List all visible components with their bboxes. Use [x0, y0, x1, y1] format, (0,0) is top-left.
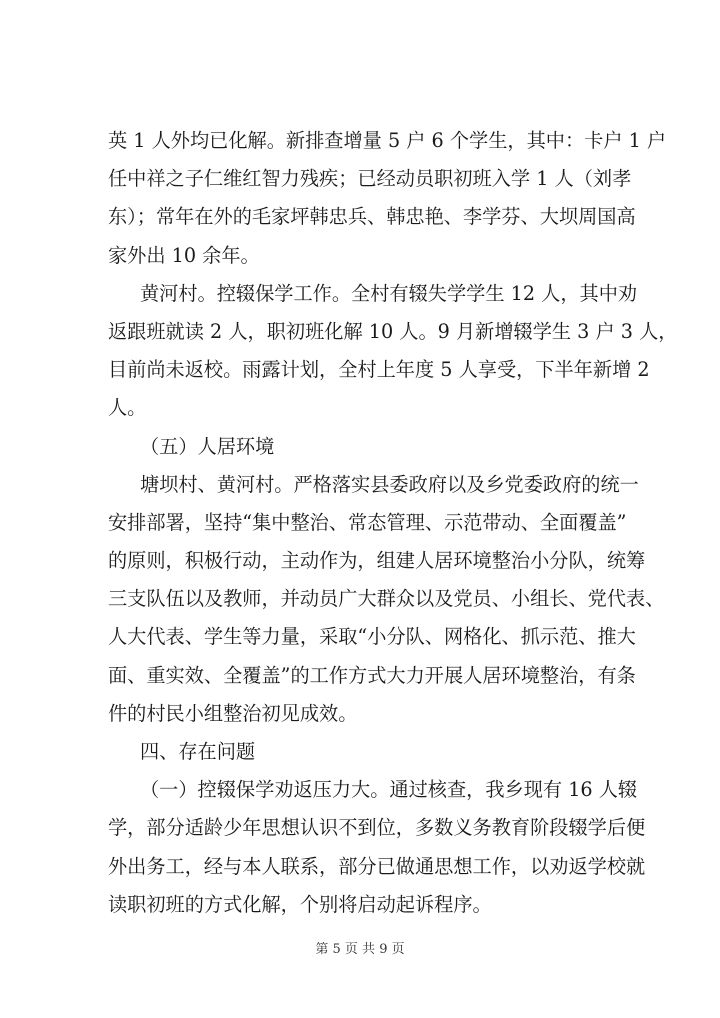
text-line: 三支队伍以及教师，并动员广大群众以及党员、小组长、党代表、: [108, 587, 665, 611]
text-line: 面、重实效、全覆盖”的工作方式大力开展人居环境整治，有条: [108, 663, 636, 687]
text-line: 家外出 10 余年。: [108, 243, 260, 267]
text-line: 英 1 人外均已化解。新排查增量 5 户 6 个学生，其中：卡户 1 户: [108, 129, 667, 152]
text-line: 外出务工，经与本人联系，部分已做通思想工作，以劝返学校就: [108, 854, 646, 878]
text-line: 读职初班的方式化解，个别将启动起诉程序。: [108, 892, 492, 916]
text-line: 人。: [108, 396, 147, 420]
text-line: 学，部分适龄少年思想认识不到位，多数义务教育阶段辍学后便: [108, 816, 646, 840]
paragraph-start-line: （一）控辍保学劝返压力大。通过核查，我乡现有 16 人辍: [140, 778, 638, 802]
text-line: 的原则，积极行动，主动作为，组建人居环境整治小分队，统筹: [108, 549, 646, 573]
text-line: 返跟班就读 2 人，职初班化解 10 人。9 月新增辍学生 3 户 3 人，: [108, 319, 678, 343]
text-line: 东）；常年在外的毛家坪韩忠兵、韩忠艳、李学芬、大坝周国高: [108, 205, 636, 229]
page-number-footer: 第 5 页 共 9 页: [315, 942, 405, 957]
document-body: [108, 122, 678, 924]
section-heading: （五）人居环境: [140, 434, 275, 458]
text-line: 任中祥之子仁维红智力残疾；已经动员职初班入学 1 人（刘孝: [108, 167, 632, 191]
text-line: 目前尚未返校。雨露计划，全村上年度 5 人享受，下半年新增 2: [108, 358, 650, 382]
section-heading: 四、存在问题: [140, 740, 256, 763]
text-line: 人大代表、学生等力量，采取“小分队、网格化、抓示范、推大: [108, 625, 636, 649]
text-line: 安排部署，坚持“集中整治、常态管理、示范带动、全面覆盖”: [108, 510, 627, 534]
text-line: 件的村民小组整治初见成效。: [108, 701, 358, 725]
paragraph-start-line: 塘坝村、黄河村。严格落实县委政府以及乡党委政府的统一: [140, 472, 639, 496]
paragraph-start-line: 黄河村。控辍保学工作。全村有辍失学学生 12 人，其中劝: [140, 281, 638, 305]
